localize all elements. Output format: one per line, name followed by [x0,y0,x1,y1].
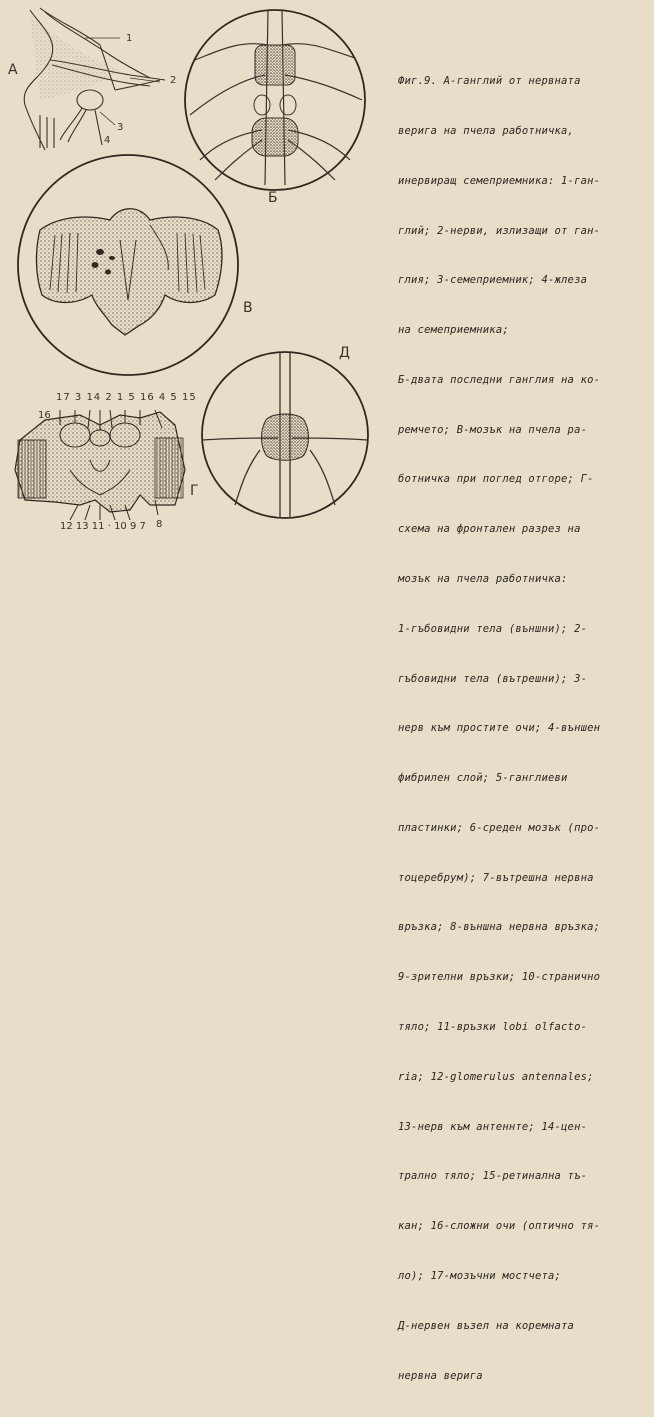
panel-g-bottom-labels: 12 13 11 · 10 9 7 [60,521,146,532]
panel-letter-v: В [243,300,253,316]
caption-line: мозък на пчела работничка: [398,573,568,585]
panel-letter-d: Д [339,345,350,361]
panel-letter-a: А [8,62,18,78]
caption-line: на семеприемника; [398,324,509,337]
caption-line: кан; 16-сложни очи (оптично тя- [398,1220,601,1233]
caption-line: 1-гъбовидни тела (външни); 2- [398,622,588,635]
caption-line: Фиг.9. А-ганглий от нервната [398,75,581,88]
panel-letter-g: Г [190,483,199,499]
caption-line: 9-зрителни връзки; 10-странично [398,971,601,984]
panel-d-drawing [202,352,368,518]
caption-line: Б-двата последни ганглия на ко- [398,373,601,386]
caption-line: нерв към простите очи; 4-външен [398,722,601,735]
caption-line: трално тяло; 15-ретинална тъ- [398,1170,588,1183]
caption-line: глия; 3-семеприемник; 4-жлеза [398,274,588,287]
callout-1: 1 [126,33,133,44]
panel-b-drawing [185,10,365,190]
caption-line: ремчето; В-мозък на пчела ра- [398,423,588,436]
panel-g-drawing [15,410,185,520]
panel-g-left-label: 16 [38,410,51,421]
figure-caption [398,40,648,1417]
caption-line: глий; 2-нерви, излизащи от ган- [398,224,601,237]
callout-3: 3 [117,122,124,133]
caption-line: схема на фронтален разрез на [398,523,581,536]
caption-line: нервна верига [398,1369,483,1382]
panel-g-top-labels: 17 3 14 2 1 5 16 4 5 15 [56,392,197,403]
caption-line: фибрилен слой; 5-ганглиеви [398,772,568,785]
caption-line: ло); 17-мозъчни мостчета; [398,1269,562,1282]
caption-line: връзка; 8-външна нервна връзка; [398,921,601,934]
caption-line: тяло; 11-връзки lobi olfacto- [398,1021,588,1034]
caption-line: гъбовидни тела (вътрешни); 3- [398,672,588,685]
caption-line: инервиращ семеприемника: 1-ган- [398,174,601,187]
figure-drawings [0,0,392,542]
panel-letter-b: Б [268,190,278,206]
figure-illustrations [0,0,392,542]
callout-4: 4 [104,135,111,146]
callout-2: 2 [170,75,177,86]
caption-line: ботничка при поглед отгоре; Г- [398,473,594,486]
caption-line: 13-нерв към антеннте; 14-цен- [398,1120,588,1133]
panel-v-drawing [18,155,238,375]
caption-line: верига на пчела работничка, [398,124,575,137]
panel-g-right-label: 8 [156,519,163,530]
caption-line: пластинки; 6-среден мозък (про- [398,821,601,834]
caption-line: Д-нервен възел на коремната [398,1319,575,1332]
caption-line: тоцеребрум); 7-вътрешна нервна [398,871,594,884]
caption-line: ria; 12-glomerulus antennales; [398,1070,594,1083]
